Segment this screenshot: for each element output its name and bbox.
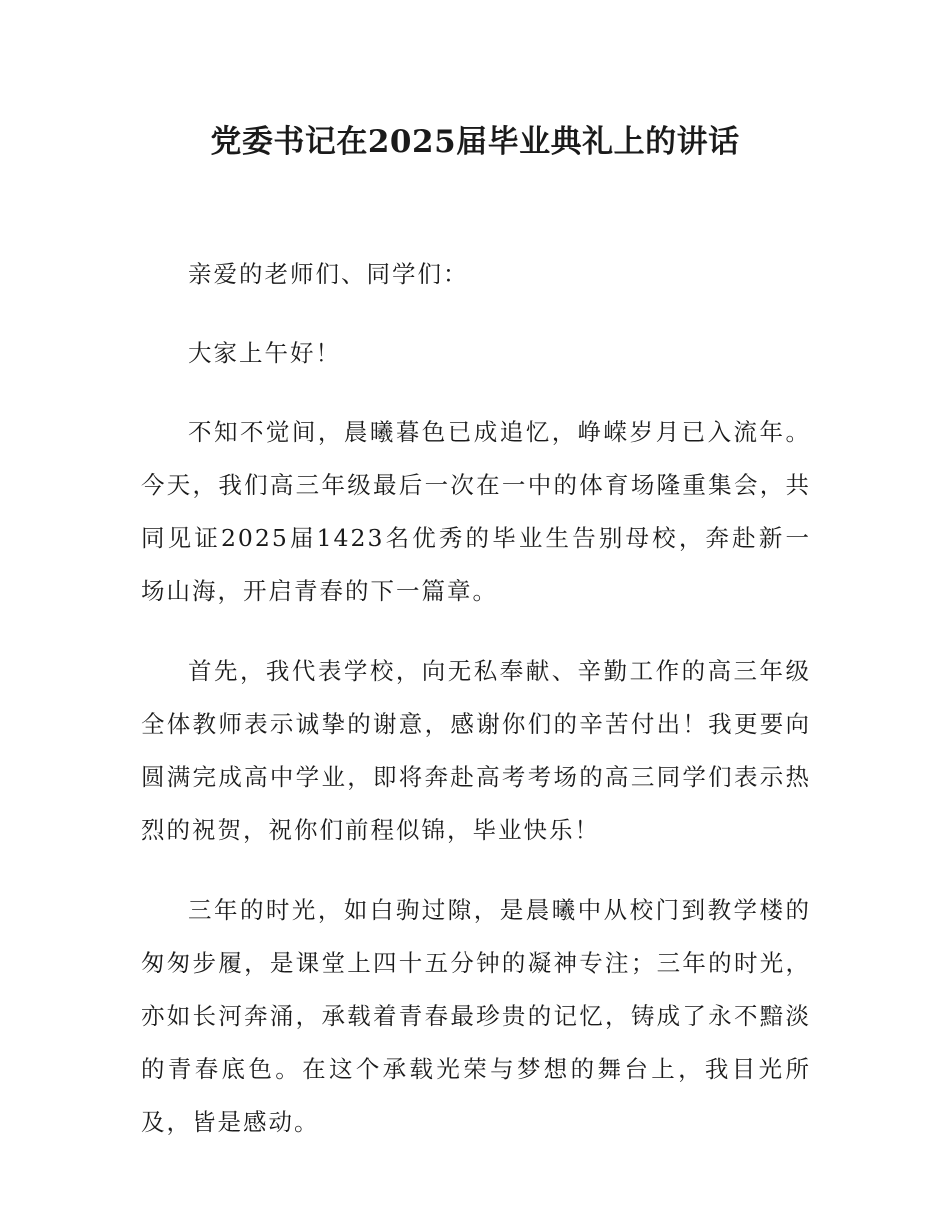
paragraph-thanks: 首先，我代表学校，向无私奉献、辛勤工作的高三年级全体教师表示诚挚的谢意，感谢你们的辛苦付出！我更要向圆满完成高中学业，即将奔赴高考考场的高三同学们表示热烈的祝贺，祝你们前程似锦，毕业快乐！: [141, 657, 811, 844]
document-body: [141, 248, 811, 1176]
paragraph-greeting: 大家上午好！: [188, 339, 341, 367]
paragraph-salutation: 亲爱的老师们、同学们：: [188, 260, 469, 288]
paragraph-opening: 不知不觉间，晨曦暮色已成追忆，峥嵘岁月已入流年。今天，我们高三年级最后一次在一中的体育场隆重集会，共同见证2025届1423名优秀的毕业生告别母校，奔赴新一场山海，开启青春的下一篇章。: [141, 418, 811, 605]
document-title: 党委书记在2025届毕业典礼上的讲话: [210, 124, 740, 160]
paragraph-reflection: 三年的时光，如白驹过隙，是晨曦中从校门到教学楼的匆匆步履，是课堂上四十五分钟的凝神专注；三年的时光，亦如长河奔涌，承载着青春最珍贵的记忆，铸成了永不黯淡的青春底色。在这个承载光荣与梦想的舞台上，我目光所及，皆是感动。: [141, 896, 811, 1136]
